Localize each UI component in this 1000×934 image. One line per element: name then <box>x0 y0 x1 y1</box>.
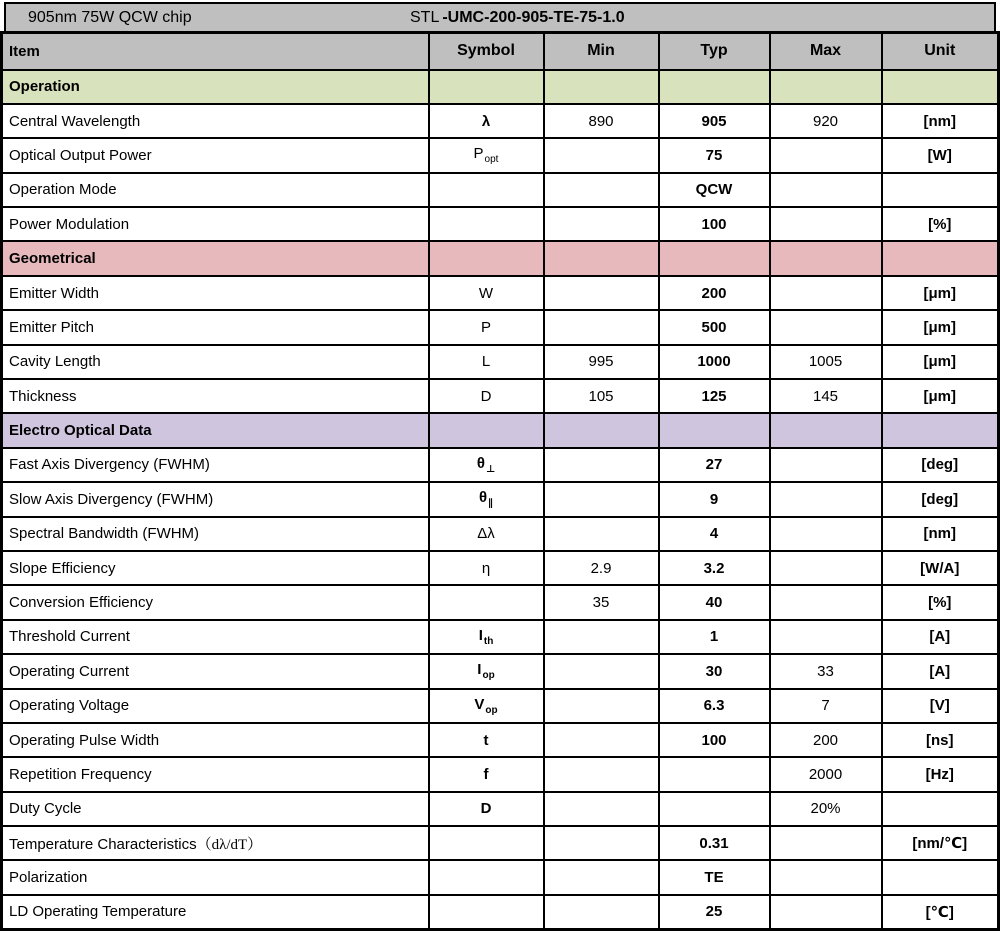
unit-cell <box>882 173 999 207</box>
max-cell <box>770 826 882 860</box>
item-label: Duty Cycle <box>9 800 82 818</box>
spec-row <box>2 207 999 241</box>
item-label: Emitter Width <box>9 284 100 302</box>
symbol-cell <box>429 310 544 344</box>
max-cell <box>770 138 882 172</box>
item-label: Operating Current <box>9 662 130 680</box>
spec-row <box>2 895 999 929</box>
section-row-operation <box>2 70 999 104</box>
symbol-base: I <box>477 661 482 679</box>
symbol-cell <box>429 104 544 138</box>
symbol-base: V <box>474 695 485 713</box>
min-cell <box>544 826 659 860</box>
symbol-cell <box>429 551 544 585</box>
symbol-base: P <box>480 318 491 336</box>
header-row <box>2 33 999 70</box>
item-cell <box>2 551 429 585</box>
symbol-cell <box>429 138 544 172</box>
item-label: Fast Axis Divergency (FWHM) <box>9 456 210 474</box>
spec-row <box>2 448 999 482</box>
empty-cell <box>429 241 544 275</box>
empty-cell <box>544 241 659 275</box>
item-cell <box>2 345 429 379</box>
col-header-max: Max <box>770 33 882 70</box>
max-cell <box>770 173 882 207</box>
symbol-cell <box>429 345 544 379</box>
symbol-base: θ <box>476 454 485 472</box>
section-row-geometrical <box>2 241 999 275</box>
item-label: Operation Mode <box>9 181 117 199</box>
symbol-cell <box>429 482 544 516</box>
min-cell <box>544 173 659 207</box>
spec-row <box>2 723 999 757</box>
unit-cell: [μm] <box>882 345 999 379</box>
item-label: LD Operating Temperature <box>9 903 187 921</box>
section-title: Operation <box>2 70 429 104</box>
typ-cell: 3.2 <box>659 551 770 585</box>
item-label-formula: （dλ/dT） <box>196 836 263 853</box>
item-label: Optical Output Power <box>9 146 152 164</box>
unit-cell: [W/A] <box>882 551 999 585</box>
min-cell <box>544 757 659 791</box>
item-label: Power Modulation <box>9 215 130 233</box>
symbol-cell <box>429 792 544 826</box>
typ-cell: 100 <box>659 207 770 241</box>
typ-cell: 100 <box>659 723 770 757</box>
typ-cell: 27 <box>659 448 770 482</box>
min-cell <box>544 138 659 172</box>
item-cell <box>2 689 429 723</box>
symbol-base: I <box>478 626 483 644</box>
item-label: Temperature Characteristics <box>9 835 197 853</box>
item-cell <box>2 207 429 241</box>
min-cell <box>544 895 659 929</box>
unit-cell: [μm] <box>882 310 999 344</box>
typ-cell: 1 <box>659 620 770 654</box>
item-cell <box>2 138 429 172</box>
item-cell <box>2 654 429 688</box>
item-label: Polarization <box>9 869 88 887</box>
spec-row <box>2 379 999 413</box>
unit-cell: [V] <box>882 689 999 723</box>
symbol-base: θ <box>478 489 488 507</box>
empty-cell <box>429 70 544 104</box>
symbol-cell <box>429 620 544 654</box>
symbol-cell <box>429 826 544 860</box>
unit-cell: [ns] <box>882 723 999 757</box>
symbol-cell <box>429 517 544 551</box>
unit-cell: [nm] <box>882 104 999 138</box>
symbol-base: η <box>481 559 491 577</box>
min-cell <box>544 654 659 688</box>
spec-row <box>2 860 999 894</box>
product-title: 905nm 75W QCW chip <box>28 9 192 26</box>
unit-cell: [%] <box>882 207 999 241</box>
unit-cell: [℃] <box>882 895 999 929</box>
item-cell <box>2 895 429 929</box>
item-cell <box>2 757 429 791</box>
spec-table <box>0 31 1000 931</box>
spec-row <box>2 173 999 207</box>
item-label: Emitter Pitch <box>9 318 95 336</box>
symbol-cell <box>429 585 544 619</box>
unit-cell <box>882 860 999 894</box>
typ-cell: TE <box>659 860 770 894</box>
spec-row <box>2 310 999 344</box>
item-cell <box>2 310 429 344</box>
max-cell <box>770 482 882 516</box>
empty-cell <box>544 413 659 447</box>
min-cell <box>544 792 659 826</box>
item-label: Spectral Bandwidth (FWHM) <box>9 525 200 543</box>
item-cell <box>2 860 429 894</box>
typ-cell: 9 <box>659 482 770 516</box>
min-cell <box>544 689 659 723</box>
symbol-cell <box>429 207 544 241</box>
min-cell <box>544 723 659 757</box>
symbol-cell <box>429 654 544 688</box>
empty-cell <box>770 413 882 447</box>
unit-cell <box>882 792 999 826</box>
symbol-base: t <box>483 731 489 749</box>
empty-cell <box>882 70 999 104</box>
min-cell <box>544 448 659 482</box>
col-header-symbol: Symbol <box>429 33 544 70</box>
title-bar <box>4 2 996 31</box>
item-cell <box>2 173 429 207</box>
spec-row <box>2 620 999 654</box>
max-cell <box>770 585 882 619</box>
item-label: Thickness <box>9 387 77 405</box>
max-cell: 7 <box>770 689 882 723</box>
item-label: Threshold Current <box>9 628 130 646</box>
unit-cell: [nm] <box>882 517 999 551</box>
symbol-base: P <box>473 145 484 163</box>
spec-row <box>2 104 999 138</box>
empty-cell <box>882 241 999 275</box>
typ-cell: 4 <box>659 517 770 551</box>
typ-cell: 40 <box>659 585 770 619</box>
typ-cell: 125 <box>659 379 770 413</box>
spec-row <box>2 276 999 310</box>
spec-table-body <box>2 70 999 930</box>
spec-row <box>2 792 999 826</box>
symbol-subscript: th <box>483 635 494 647</box>
model-number <box>410 4 625 31</box>
unit-cell: [μm] <box>882 379 999 413</box>
typ-cell: QCW <box>659 173 770 207</box>
item-cell <box>2 792 429 826</box>
item-label: Operating Voltage <box>9 697 130 715</box>
item-label: Central Wavelength <box>9 112 141 130</box>
max-cell <box>770 860 882 894</box>
empty-cell <box>659 241 770 275</box>
symbol-base: L <box>481 353 491 371</box>
min-cell <box>544 482 659 516</box>
min-cell <box>544 276 659 310</box>
unit-cell: [%] <box>882 585 999 619</box>
item-label: Slope Efficiency <box>9 559 116 577</box>
symbol-base: D <box>480 800 492 818</box>
symbol-base: f <box>483 766 489 783</box>
symbol-base: λ <box>481 112 491 130</box>
section-title: Electro Optical Data <box>2 413 429 447</box>
typ-cell: 75 <box>659 138 770 172</box>
item-label: Cavity Length <box>9 353 101 371</box>
empty-cell <box>429 413 544 447</box>
min-cell <box>544 620 659 654</box>
empty-cell <box>882 413 999 447</box>
col-header-item: Item <box>2 33 429 70</box>
symbol-cell <box>429 895 544 929</box>
typ-cell: 6.3 <box>659 689 770 723</box>
spec-row <box>2 345 999 379</box>
max-cell <box>770 620 882 654</box>
min-cell: 105 <box>544 379 659 413</box>
symbol-cell <box>429 689 544 723</box>
symbol-base: Δλ <box>477 525 495 543</box>
item-cell <box>2 585 429 619</box>
symbol-cell <box>429 379 544 413</box>
min-cell: 35 <box>544 585 659 619</box>
symbol-subscript: op <box>485 704 498 716</box>
max-cell <box>770 895 882 929</box>
symbol-subscript: opt <box>484 154 499 166</box>
empty-cell <box>659 70 770 104</box>
max-cell: 2000 <box>770 757 882 791</box>
section-row-electro <box>2 413 999 447</box>
max-cell <box>770 448 882 482</box>
symbol-base: W <box>478 284 494 302</box>
spec-row <box>2 482 999 516</box>
min-cell <box>544 517 659 551</box>
item-label: Repetition Frequency <box>9 766 152 783</box>
model-prefix: STL <box>410 9 440 26</box>
unit-cell: [deg] <box>882 482 999 516</box>
empty-cell <box>544 70 659 104</box>
symbol-cell <box>429 173 544 207</box>
typ-cell: 905 <box>659 104 770 138</box>
max-cell <box>770 551 882 585</box>
max-cell: 920 <box>770 104 882 138</box>
min-cell <box>544 310 659 344</box>
min-cell: 2.9 <box>544 551 659 585</box>
symbol-base: D <box>480 387 492 405</box>
item-cell <box>2 517 429 551</box>
spec-row <box>2 654 999 688</box>
spec-row <box>2 689 999 723</box>
item-label: Operating Pulse Width <box>9 731 160 749</box>
spec-row <box>2 517 999 551</box>
min-cell <box>544 860 659 894</box>
symbol-subscript: ⊥ <box>485 463 496 475</box>
unit-cell: [μm] <box>882 276 999 310</box>
item-cell <box>2 104 429 138</box>
max-cell: 33 <box>770 654 882 688</box>
spec-row <box>2 757 999 791</box>
item-cell <box>2 723 429 757</box>
empty-cell <box>770 70 882 104</box>
unit-cell: [A] <box>882 654 999 688</box>
spec-row <box>2 585 999 619</box>
typ-cell <box>659 757 770 791</box>
unit-cell: [Hz] <box>882 757 999 791</box>
item-cell <box>2 448 429 482</box>
col-header-typ: Typ <box>659 33 770 70</box>
typ-cell: 200 <box>659 276 770 310</box>
unit-cell: [nm/℃] <box>882 826 999 860</box>
symbol-cell <box>429 276 544 310</box>
typ-cell: 0.31 <box>659 826 770 860</box>
max-cell <box>770 276 882 310</box>
unit-cell: [A] <box>882 620 999 654</box>
min-cell <box>544 207 659 241</box>
max-cell <box>770 310 882 344</box>
max-cell: 200 <box>770 723 882 757</box>
min-cell: 995 <box>544 345 659 379</box>
empty-cell <box>659 413 770 447</box>
model-code: -UMC-200-905-TE-75-1.0 <box>442 9 625 26</box>
empty-cell <box>770 241 882 275</box>
unit-cell: [deg] <box>882 448 999 482</box>
unit-cell: [W] <box>882 138 999 172</box>
col-header-unit: Unit <box>882 33 999 70</box>
item-label: Conversion Efficiency <box>9 594 153 612</box>
section-title: Geometrical <box>2 241 429 275</box>
item-cell <box>2 620 429 654</box>
symbol-cell <box>429 860 544 894</box>
symbol-cell <box>429 448 544 482</box>
spec-row <box>2 551 999 585</box>
typ-cell: 30 <box>659 654 770 688</box>
item-cell <box>2 826 429 860</box>
typ-cell <box>659 792 770 826</box>
max-cell: 1005 <box>770 345 882 379</box>
item-cell <box>2 379 429 413</box>
typ-cell: 1000 <box>659 345 770 379</box>
item-label: Slow Axis Divergency (FWHM) <box>9 490 214 508</box>
max-cell: 145 <box>770 379 882 413</box>
item-cell <box>2 482 429 516</box>
spec-row <box>2 826 999 860</box>
symbol-subscript: ∥ <box>488 498 494 510</box>
typ-cell: 25 <box>659 895 770 929</box>
max-cell: 20% <box>770 792 882 826</box>
min-cell: 890 <box>544 104 659 138</box>
max-cell <box>770 517 882 551</box>
item-cell <box>2 276 429 310</box>
symbol-cell <box>429 723 544 757</box>
max-cell <box>770 207 882 241</box>
symbol-subscript: op <box>482 670 495 682</box>
spec-row <box>2 138 999 172</box>
typ-cell: 500 <box>659 310 770 344</box>
col-header-min: Min <box>544 33 659 70</box>
symbol-cell <box>429 757 544 791</box>
